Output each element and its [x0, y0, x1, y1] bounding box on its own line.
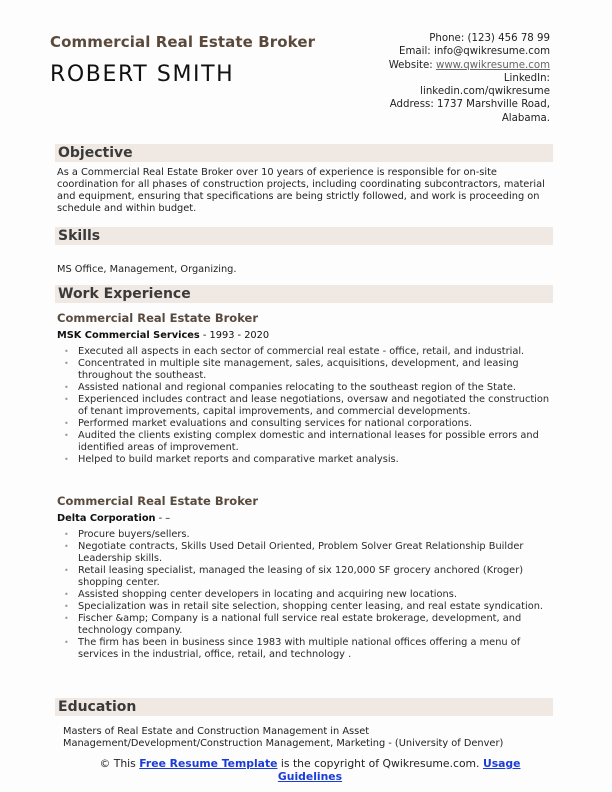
candidate-name: ROBERT SMITH: [50, 62, 235, 87]
job-2-role: Commercial Real Estate Broker: [57, 494, 259, 508]
education-text: Masters of Real Estate and Construction Management in Asset Management/Development/Construction Management, Marketing - (University of Denver): [63, 726, 504, 749]
job-1-role: Commercial Real Estate Broker: [57, 311, 259, 325]
address-line1: 1737 Marshville Road,: [437, 99, 550, 111]
list-item: • Concentrated in multiple site management, sales, acquisitions, development, and leasing throughout the southeast.: [62, 358, 557, 382]
email-label: Email:: [399, 46, 431, 58]
address-line2: Alabama.: [501, 112, 550, 124]
job-1-dates: - 1993 - 2020: [199, 330, 270, 341]
contact-address: [310, 98, 550, 111]
list-item: • Specialization was in retail site selection, shopping center leasing, and real estate syndication.: [62, 601, 557, 613]
contact-phone: [310, 32, 550, 45]
job-2-bullets: [62, 529, 557, 661]
website-label: Website:: [388, 59, 433, 71]
list-item: • The firm has been in business since 1983 with multiple national offices offering a menu of services in the industrial, office, retail, and technology .: [62, 637, 557, 661]
copyright-footer: [70, 757, 550, 783]
address-label: Address:: [389, 99, 434, 111]
linkedin-value: linkedin.com/qwikresume: [420, 86, 550, 98]
free-resume-template-link[interactable]: Free Resume Template: [139, 757, 278, 770]
list-item: • Helped to build market reports and comparative market analysis.: [62, 454, 557, 466]
job-1-company: MSK Commercial Services: [57, 330, 200, 341]
website-link[interactable]: www.qwikresume.com: [435, 59, 550, 71]
contact-block: [310, 32, 550, 125]
contact-email: [310, 45, 550, 58]
work-experience-section-header: [55, 285, 553, 303]
skills-section-header: [55, 227, 553, 245]
resume-job-title: Commercial Real Estate Broker: [50, 33, 316, 51]
list-item: • Assisted shopping center developers in locating and acquiring new locations.: [62, 589, 557, 601]
list-item: • Negotiate contracts, Skills Used Detail Oriented, Problem Solver Great Relationship Builder Leadership skills.: [62, 541, 557, 565]
copyright-prefix: © This: [99, 757, 140, 770]
list-item: • Retail leasing specialist, managed the leasing of six 120,000 SF grocery anchored (Kroger) shopping center.: [62, 565, 557, 589]
education-heading: Education: [58, 699, 137, 715]
job-2-company: Delta Corporation: [57, 513, 156, 524]
linkedin-label: LinkedIn:: [503, 72, 550, 84]
job-2-company-line: [57, 513, 170, 524]
job-1-bullets: [62, 346, 557, 466]
education-section-header: [55, 698, 553, 716]
email-value: info@qwikresume.com: [433, 46, 550, 58]
objective-text: As a Commercial Real Estate Broker over 10 years of experience is responsible for on-site coordination for all phases of construction projects, including coordinating subcontractors, material and equipment, ensuring that specifications are being strictly followed, and work is proceeding on schedule and within budget.: [57, 167, 545, 214]
job-2-dates: - –: [155, 513, 171, 524]
list-item: • Performed market evaluations and consulting services for national corporations.: [62, 418, 557, 430]
skills-text: MS Office, Management, Organizing.: [57, 264, 237, 275]
contact-website: [310, 59, 550, 72]
skills-heading: Skills: [58, 228, 101, 244]
job-1-company-line: [57, 330, 269, 341]
usage-guidelines-link[interactable]: Usage Guidelines: [277, 757, 521, 783]
list-item: • Fischer &amp; Company is a national full service real estate brokerage, development, and technology company.: [62, 613, 557, 637]
work-experience-heading: Work Experience: [58, 286, 191, 302]
phone-value: (123) 456 78 99: [467, 33, 550, 44]
list-item: • Procure buyers/sellers.: [62, 529, 557, 541]
phone-label: Phone:: [429, 33, 465, 44]
objective-heading: Objective: [58, 145, 133, 161]
objective-section-header: [55, 144, 553, 162]
list-item: • Audited the clients existing complex domestic and international leases for possible errors and identified areas of improvement.: [62, 430, 557, 454]
list-item: • Assisted national and regional companies relocating to the southeast region of the State.: [62, 382, 557, 394]
copyright-middle: is the copyright of Qwikresume.com.: [277, 757, 483, 770]
list-item: • Executed all aspects in each sector of commercial real estate - office, retail, and industrial.: [62, 346, 557, 358]
list-item: • Experienced includes contract and lease negotiations, oversaw and negotiated the construction of tenant improvements, capital improvements, and commercial developments.: [62, 394, 557, 418]
